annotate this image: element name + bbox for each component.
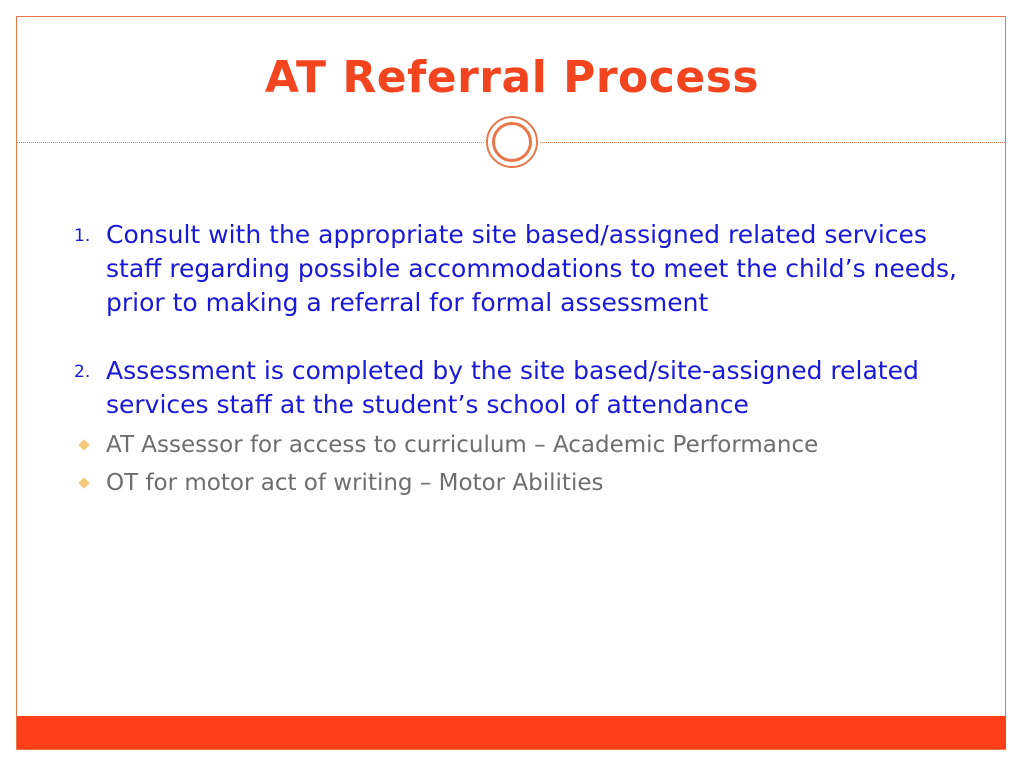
numbered-item-text: Assessment is completed by the site based/site-assigned related services staff at the student’s school of attendance: [106, 356, 919, 419]
diamond-bullet-icon: [78, 477, 89, 488]
double-circle-inner-ring: [492, 122, 532, 162]
numbered-item: [72, 218, 972, 320]
sub-list-item: [72, 430, 972, 460]
sub-list-item-text: OT for motor act of writing – Motor Abilities: [106, 470, 604, 496]
title-divider-left: [17, 142, 484, 143]
numbered-item-text: Consult with the appropriate site based/assigned related services staff regarding possible accommodations to meet the child’s needs, prior to making a referral for formal assessment: [106, 220, 957, 317]
sub-list: [72, 430, 972, 498]
list-number: 2.: [74, 362, 91, 382]
slide-content: [72, 218, 972, 498]
footer-bar: [17, 716, 1006, 749]
sub-list-item: [72, 468, 972, 498]
diamond-bullet-icon: [78, 439, 89, 450]
slide-title: AT Referral Process: [264, 52, 760, 103]
numbered-item: [72, 354, 972, 422]
sub-list-item-text: AT Assessor for access to curriculum – Academic Performance: [106, 432, 819, 458]
list-number: 1.: [74, 226, 91, 246]
double-circle-icon: [486, 116, 538, 168]
title-divider-right: [540, 142, 1005, 143]
